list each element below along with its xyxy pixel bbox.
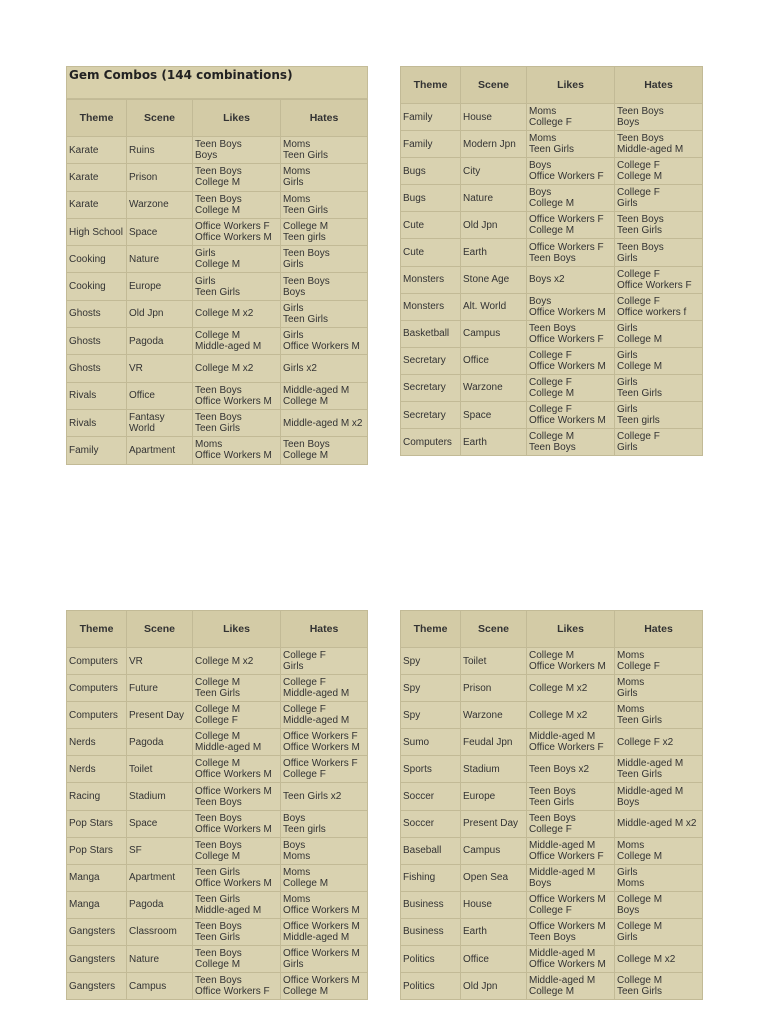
cell-scene: Ruins (127, 137, 193, 164)
cell-scene: Warzone (461, 374, 527, 401)
cell-hates: Teen Boys Girls (615, 239, 703, 266)
column-header-hates: Hates (615, 67, 703, 104)
table-row (401, 648, 703, 675)
cell-likes: College F College M (527, 374, 615, 401)
column-header-likes: Likes (527, 67, 615, 104)
cell-hates: Moms Teen Girls (615, 702, 703, 729)
cell-scene: Space (127, 218, 193, 245)
cell-scene: Office (461, 347, 527, 374)
cell-scene: Present Day (461, 810, 527, 837)
cell-scene: House (461, 891, 527, 918)
cell-scene: Modern Jpn (461, 131, 527, 158)
cell-theme: Manga (67, 864, 127, 891)
cell-hates: Girls College M (615, 320, 703, 347)
table-row (67, 355, 368, 382)
cell-theme: Monsters (401, 293, 461, 320)
cell-theme: Family (401, 131, 461, 158)
table-block-1 (66, 66, 368, 465)
cell-theme: Gangsters (67, 946, 127, 973)
cell-scene: Apartment (127, 437, 193, 464)
combo-table-3 (66, 610, 368, 1000)
table-row (401, 185, 703, 212)
cell-likes: Office Workers F Office Workers M (193, 218, 281, 245)
cell-scene: Nature (127, 946, 193, 973)
cell-theme: Computers (67, 648, 127, 675)
cell-hates: Moms College F (615, 648, 703, 675)
combo-table-1 (66, 99, 368, 465)
cell-theme: Rivals (67, 409, 127, 436)
cell-theme: Pop Stars (67, 837, 127, 864)
cell-likes: Teen Boys College M (193, 946, 281, 973)
column-header-theme: Theme (67, 100, 127, 137)
page-title: Gem Combos (144 combinations) (66, 66, 368, 99)
cell-likes: College M Office Workers M (193, 756, 281, 783)
cell-hates: Office Workers F Office Workers M (281, 729, 368, 756)
cell-theme: Karate (67, 137, 127, 164)
cell-scene: Pagoda (127, 729, 193, 756)
cell-theme: Cooking (67, 246, 127, 273)
cell-likes: College F Office Workers M (527, 402, 615, 429)
cell-likes: Teen Boys Office Workers F (527, 320, 615, 347)
cell-hates: College F Office Workers F (615, 266, 703, 293)
cell-theme: Spy (401, 702, 461, 729)
cell-likes: Middle-aged M Boys (527, 864, 615, 891)
cell-scene: Campus (127, 973, 193, 1000)
cell-hates: Middle-aged M x2 (281, 409, 368, 436)
cell-hates: College M Boys (615, 891, 703, 918)
table-row (401, 973, 703, 1000)
table-row (67, 409, 368, 436)
cell-theme: Business (401, 891, 461, 918)
cell-likes: Girls Teen Girls (193, 273, 281, 300)
column-header-hates: Hates (281, 100, 368, 137)
cell-likes: Moms Office Workers M (193, 437, 281, 464)
cell-likes: Boys x2 (527, 266, 615, 293)
cell-theme: Fishing (401, 864, 461, 891)
cell-scene: Campus (461, 320, 527, 347)
cell-likes: Middle-aged M Office Workers M (527, 946, 615, 973)
column-header-theme: Theme (401, 67, 461, 104)
table-row (401, 702, 703, 729)
cell-likes: Teen Boys Teen Girls (193, 409, 281, 436)
cell-hates: Middle-aged M Boys (615, 783, 703, 810)
cell-theme: Karate (67, 164, 127, 191)
cell-hates: College F Middle-aged M (281, 675, 368, 702)
cell-likes: Teen Boys Office Workers M (193, 810, 281, 837)
cell-likes: Moms Teen Girls (527, 131, 615, 158)
cell-likes: Office Workers M College F (527, 891, 615, 918)
cell-theme: Bugs (401, 158, 461, 185)
column-header-likes: Likes (193, 100, 281, 137)
table-row (67, 218, 368, 245)
cell-likes: Teen Boys x2 (527, 756, 615, 783)
cell-theme: Secretary (401, 347, 461, 374)
cell-hates: Office Workers M Middle-aged M (281, 918, 368, 945)
cell-likes: College M x2 (527, 702, 615, 729)
cell-likes: Teen Boys Office Workers F (193, 973, 281, 1000)
table-row (401, 266, 703, 293)
header-row (401, 611, 703, 648)
table-row (401, 429, 703, 456)
cell-hates: Moms College M (281, 864, 368, 891)
cell-hates: Girls College M (615, 347, 703, 374)
cell-scene: Pagoda (127, 891, 193, 918)
cell-likes: Teen Boys Boys (193, 137, 281, 164)
cell-theme: Baseball (401, 837, 461, 864)
column-header-scene: Scene (127, 100, 193, 137)
cell-likes: College M Office Workers M (527, 648, 615, 675)
cell-likes: Girls College M (193, 246, 281, 273)
cell-hates: College F Middle-aged M (281, 702, 368, 729)
cell-likes: College M x2 (527, 675, 615, 702)
cell-likes: College M Teen Boys (527, 429, 615, 456)
cell-hates: Girls Teen girls (615, 402, 703, 429)
cell-likes: Office Workers F College M (527, 212, 615, 239)
cell-hates: Moms Office Workers M (281, 891, 368, 918)
table-row (67, 191, 368, 218)
cell-scene: Nature (127, 246, 193, 273)
table-block-3 (66, 610, 368, 1000)
cell-theme: Nerds (67, 729, 127, 756)
cell-theme: Computers (67, 702, 127, 729)
table-row (401, 158, 703, 185)
cell-scene: Feudal Jpn (461, 729, 527, 756)
cell-hates: College F x2 (615, 729, 703, 756)
table-row (67, 648, 368, 675)
table-row (401, 756, 703, 783)
cell-likes: Office Workers M Teen Boys (193, 783, 281, 810)
table-row (67, 382, 368, 409)
table-row (401, 891, 703, 918)
cell-scene: Earth (461, 239, 527, 266)
table-row (67, 137, 368, 164)
header-row (67, 611, 368, 648)
cell-hates: Office Workers M College M (281, 973, 368, 1000)
table-row (401, 131, 703, 158)
cell-scene: Prison (461, 675, 527, 702)
cell-scene: Toilet (127, 756, 193, 783)
cell-likes: Teen Boys College F (527, 810, 615, 837)
cell-scene: VR (127, 355, 193, 382)
cell-likes: Teen Boys Teen Girls (193, 918, 281, 945)
table-row (401, 810, 703, 837)
cell-theme: Politics (401, 946, 461, 973)
cell-likes: Middle-aged M College M (527, 973, 615, 1000)
cell-scene: Apartment (127, 864, 193, 891)
cell-scene: Office (127, 382, 193, 409)
cell-scene: Earth (461, 429, 527, 456)
table-row (67, 246, 368, 273)
cell-hates: College M Teen Girls (615, 973, 703, 1000)
cell-theme: Karate (67, 191, 127, 218)
cell-theme: Rivals (67, 382, 127, 409)
cell-hates: Girls Teen Girls (281, 300, 368, 327)
table-row (401, 729, 703, 756)
cell-theme: Basketball (401, 320, 461, 347)
cell-scene: Earth (461, 918, 527, 945)
cell-hates: College F Office workers f (615, 293, 703, 320)
cell-hates: Office Workers M Girls (281, 946, 368, 973)
column-header-hates: Hates (615, 611, 703, 648)
cell-likes: Teen Girls Office Workers M (193, 864, 281, 891)
table-row (401, 374, 703, 401)
cell-scene: Europe (127, 273, 193, 300)
header-row (67, 100, 368, 137)
combo-table-4 (400, 610, 703, 1000)
cell-scene: Stadium (461, 756, 527, 783)
cell-hates: Office Workers F College F (281, 756, 368, 783)
cell-theme: High School (67, 218, 127, 245)
table-block-4 (400, 610, 703, 1000)
cell-likes: Teen Boys Office Workers M (193, 382, 281, 409)
table-row (67, 675, 368, 702)
table-row (401, 293, 703, 320)
cell-scene: Warzone (461, 702, 527, 729)
cell-hates: Moms Teen Girls (281, 191, 368, 218)
cell-theme: Cooking (67, 273, 127, 300)
table-row (401, 946, 703, 973)
table-row (401, 347, 703, 374)
table-row (401, 239, 703, 266)
cell-scene: Fantasy World (127, 409, 193, 436)
cell-scene: Pagoda (127, 328, 193, 355)
cell-theme: Ghosts (67, 355, 127, 382)
table-row (67, 300, 368, 327)
table-row (67, 437, 368, 464)
cell-hates: College F Girls (615, 429, 703, 456)
cell-theme: Spy (401, 675, 461, 702)
table-row (67, 702, 368, 729)
cell-theme: Secretary (401, 374, 461, 401)
cell-hates: Middle-aged M Teen Girls (615, 756, 703, 783)
cell-scene: Space (461, 402, 527, 429)
cell-scene: Old Jpn (461, 973, 527, 1000)
cell-hates: College F Girls (281, 648, 368, 675)
cell-theme: Gangsters (67, 918, 127, 945)
column-header-likes: Likes (527, 611, 615, 648)
cell-hates: Middle-aged M x2 (615, 810, 703, 837)
table-row (67, 837, 368, 864)
table-row (401, 675, 703, 702)
cell-theme: Bugs (401, 185, 461, 212)
cell-likes: College M Middle-aged M (193, 729, 281, 756)
combo-table-2 (400, 66, 703, 456)
cell-likes: College M Teen Girls (193, 675, 281, 702)
cell-hates: Teen Girls x2 (281, 783, 368, 810)
cell-scene: Nature (461, 185, 527, 212)
column-header-theme: Theme (67, 611, 127, 648)
cell-hates: Teen Boys Boys (615, 104, 703, 131)
cell-scene: Classroom (127, 918, 193, 945)
cell-theme: Pop Stars (67, 810, 127, 837)
table-row (401, 783, 703, 810)
cell-hates: Middle-aged M College M (281, 382, 368, 409)
table-row (67, 756, 368, 783)
cell-scene: Campus (461, 837, 527, 864)
cell-scene: Old Jpn (461, 212, 527, 239)
cell-theme: Gangsters (67, 973, 127, 1000)
cell-theme: Ghosts (67, 328, 127, 355)
cell-scene: Europe (461, 783, 527, 810)
table-row (67, 946, 368, 973)
cell-scene: Stadium (127, 783, 193, 810)
cell-theme: Cute (401, 239, 461, 266)
cell-scene: Prison (127, 164, 193, 191)
cell-likes: College M x2 (193, 355, 281, 382)
cell-hates: Girls Teen Girls (615, 374, 703, 401)
cell-likes: Moms College F (527, 104, 615, 131)
cell-likes: Teen Boys College M (193, 191, 281, 218)
table-row (67, 891, 368, 918)
cell-hates: Girls Office Workers M (281, 328, 368, 355)
cell-hates: Girls x2 (281, 355, 368, 382)
cell-scene: Present Day (127, 702, 193, 729)
table-row (401, 104, 703, 131)
cell-theme: Sports (401, 756, 461, 783)
cell-scene: Office (461, 946, 527, 973)
cell-hates: Teen Boys Boys (281, 273, 368, 300)
column-header-scene: Scene (461, 67, 527, 104)
cell-likes: Boys Office Workers F (527, 158, 615, 185)
cell-theme: Soccer (401, 810, 461, 837)
cell-likes: College M x2 (193, 300, 281, 327)
cell-scene: SF (127, 837, 193, 864)
cell-scene: Toilet (461, 648, 527, 675)
cell-hates: Moms College M (615, 837, 703, 864)
cell-hates: Teen Boys Middle-aged M (615, 131, 703, 158)
cell-likes: Teen Girls Middle-aged M (193, 891, 281, 918)
column-header-scene: Scene (461, 611, 527, 648)
table-row (401, 918, 703, 945)
cell-scene: Old Jpn (127, 300, 193, 327)
cell-theme: Racing (67, 783, 127, 810)
cell-likes: Teen Boys College M (193, 837, 281, 864)
cell-hates: Moms Teen Girls (281, 137, 368, 164)
cell-scene: Stone Age (461, 266, 527, 293)
cell-likes: Office Workers M Teen Boys (527, 918, 615, 945)
cell-theme: Soccer (401, 783, 461, 810)
table-row (401, 864, 703, 891)
cell-likes: Office Workers F Teen Boys (527, 239, 615, 266)
header-row (401, 67, 703, 104)
cell-theme: Computers (67, 675, 127, 702)
table-row (67, 810, 368, 837)
cell-likes: Middle-aged M Office Workers F (527, 729, 615, 756)
cell-likes: Teen Boys College M (193, 164, 281, 191)
table-block-2 (400, 66, 703, 456)
cell-hates: College M Teen girls (281, 218, 368, 245)
cell-hates: Teen Boys College M (281, 437, 368, 464)
table-row (67, 973, 368, 1000)
table-row (67, 729, 368, 756)
cell-theme: Business (401, 918, 461, 945)
cell-theme: Family (401, 104, 461, 131)
cell-hates: College F Girls (615, 185, 703, 212)
cell-theme: Computers (401, 429, 461, 456)
cell-hates: Girls Moms (615, 864, 703, 891)
cell-theme: Sumo (401, 729, 461, 756)
column-header-hates: Hates (281, 611, 368, 648)
cell-theme: Ghosts (67, 300, 127, 327)
cell-likes: Teen Boys Teen Girls (527, 783, 615, 810)
table-row (67, 864, 368, 891)
table-row (401, 837, 703, 864)
cell-scene: Space (127, 810, 193, 837)
cell-hates: Boys Moms (281, 837, 368, 864)
cell-scene: VR (127, 648, 193, 675)
cell-theme: Secretary (401, 402, 461, 429)
table-row (67, 783, 368, 810)
table-row (67, 273, 368, 300)
cell-theme: Cute (401, 212, 461, 239)
table-row (67, 918, 368, 945)
cell-scene: House (461, 104, 527, 131)
table-row (401, 320, 703, 347)
cell-hates: Moms Girls (281, 164, 368, 191)
cell-theme: Politics (401, 973, 461, 1000)
column-header-theme: Theme (401, 611, 461, 648)
cell-likes: College M Middle-aged M (193, 328, 281, 355)
cell-theme: Spy (401, 648, 461, 675)
table-row (67, 328, 368, 355)
cell-hates: Boys Teen girls (281, 810, 368, 837)
cell-scene: Warzone (127, 191, 193, 218)
cell-hates: College F College M (615, 158, 703, 185)
cell-likes: Boys College M (527, 185, 615, 212)
cell-likes: College M College F (193, 702, 281, 729)
column-header-scene: Scene (127, 611, 193, 648)
cell-scene: Open Sea (461, 864, 527, 891)
cell-hates: College M Girls (615, 918, 703, 945)
cell-hates: Teen Boys Girls (281, 246, 368, 273)
table-row (401, 402, 703, 429)
cell-hates: College M x2 (615, 946, 703, 973)
table-row (401, 212, 703, 239)
cell-likes: College M x2 (193, 648, 281, 675)
cell-scene: Alt. World (461, 293, 527, 320)
cell-theme: Manga (67, 891, 127, 918)
table-row (67, 164, 368, 191)
cell-theme: Nerds (67, 756, 127, 783)
cell-theme: Family (67, 437, 127, 464)
cell-scene: Future (127, 675, 193, 702)
cell-likes: College F Office Workers M (527, 347, 615, 374)
cell-scene: City (461, 158, 527, 185)
cell-theme: Monsters (401, 266, 461, 293)
cell-likes: Boys Office Workers M (527, 293, 615, 320)
column-header-likes: Likes (193, 611, 281, 648)
cell-likes: Middle-aged M Office Workers F (527, 837, 615, 864)
cell-hates: Moms Girls (615, 675, 703, 702)
cell-hates: Teen Boys Teen Girls (615, 212, 703, 239)
